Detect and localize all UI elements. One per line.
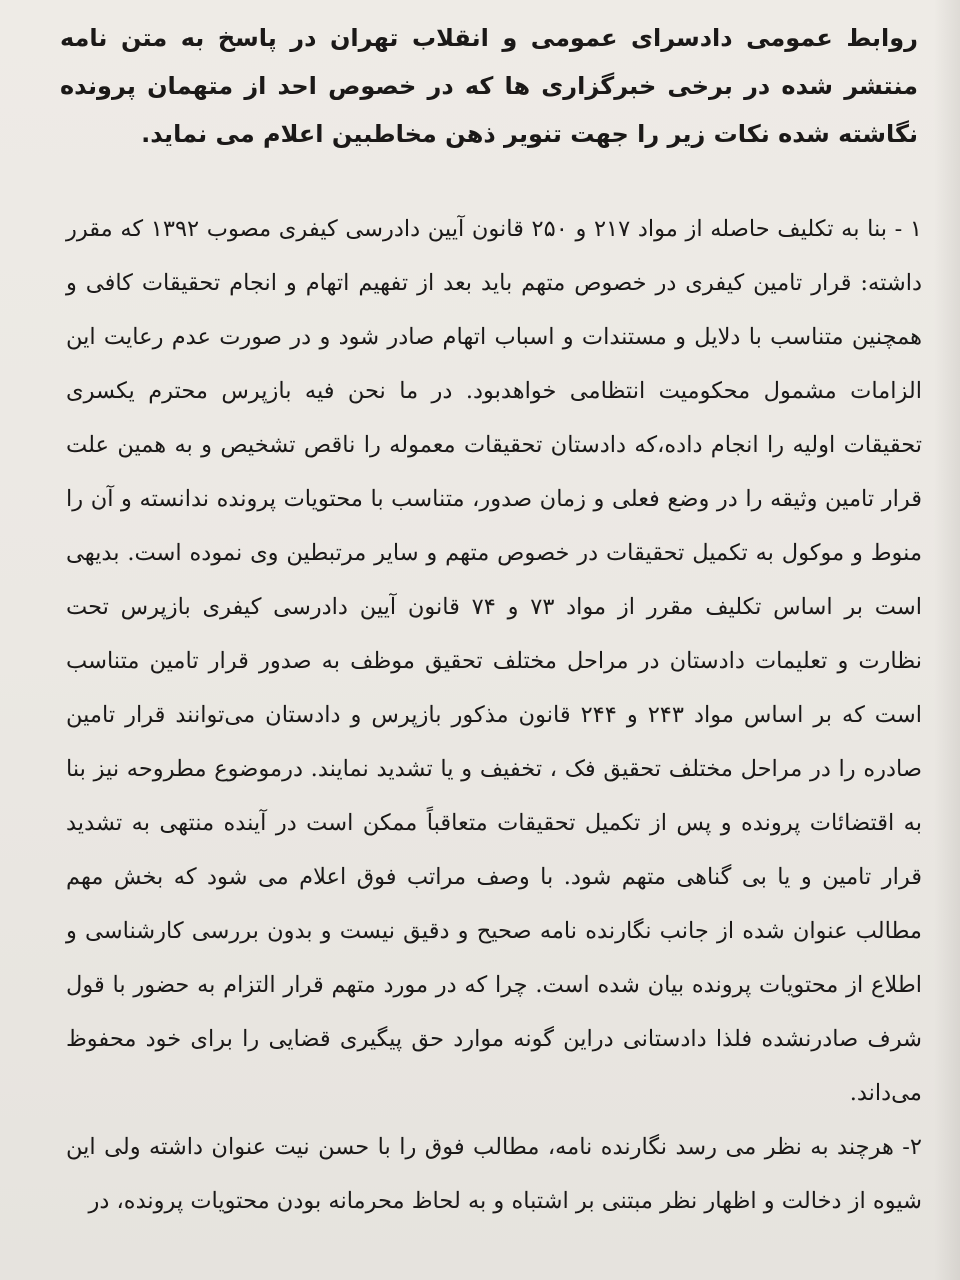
page-shadow-edge [934,0,960,1280]
document-heading: روابط عمومی دادسرای عمومی و انقلاب تهران در پاسخ به متن نامه منتشر شده در برخی خبرگزاری ها که در خصوص احد از متهمان پرونده نگاشته شده نکات زیر را جهت تنویر ذهن مخاطبین اعلام می نماید. [60,24,918,148]
document-body [66,202,922,1228]
paragraph-1: ۱ - بنا به تکلیف حاصله از مواد ۲۱۷ و ۲۵۰ قانون آیین دادرسی کیفری مصوب ۱۳۹۲ که مقرر داشته: قرار تامین کیفری در خصوص متهم باید بعد از تفهیم اتهام و انجام تحقیقات کافی و همچنین متناسب با دلایل و مستندات و اسباب اتهام صادر شود و در صورت عدم رعایت این الزامات مشمول محکومیت انتظامی خواهدبود. در ما نحن فیه بازپرس محترم یکسری تحقیقات اولیه را انجام داده،که دادستان تحقیقات معموله را ناقص تشخیص و به همین علت قرار تامین وثیقه را در وضع فعلی و زمان صدور، متناسب با محتویات پرونده ندانسته و آن را منوط و موکول به تکمیل تحقیقات در خصوص متهم و سایر مرتبطین وی نموده است. بدیهی است بر اساس تکلیف مقرر از مواد ۷۳ و ۷۴ قانون آیین دادرسی کیفری بازپرس تحت نظارت و تعلیمات دادستان در مراحل مختلف تحقیق موظف به صدور قرار تامین متناسب است که بر اساس مواد ۲۴۳ و ۲۴۴ قانون مذکور بازپرس و دادستان می‌توانند قرار تامین صادره را در مراحل مختلف تحقیق فک ، تخفیف و یا تشدید نمایند. درموضوع مطروحه نیز بنا به اقتضائات پرونده و پس از تکمیل تحقیقات متعاقباً ممکن است در آینده منتهی به تشدید قرار تامین و یا بی گناهی متهم شود. با وصف مراتب فوق اعلام می شود که بخش مهم مطالب عنوان شده از جانب نگارنده نامه صحیح و دقیق نیست و بدون بررسی کارشناسی و اطلاع از محتویات پرونده بیان شده است. چرا که در مورد متهم قرار التزام به حضور با قول شرف صادرنشده فلذا دادستانی دراین گونه موارد حق پیگیری قضایی را برای خود محفوظ می‌داند. [66,216,923,1106]
paragraph-2: ۲- هرچند به نظر می رسد نگارنده نامه، مطالب فوق را با حسن نیت عنوان داشته ولی این شیوه از دخالت و اظهار نظر مبتنی بر اشتباه و به لحاظ محرمانه بودن محتویات پرونده، در [66,1134,922,1214]
